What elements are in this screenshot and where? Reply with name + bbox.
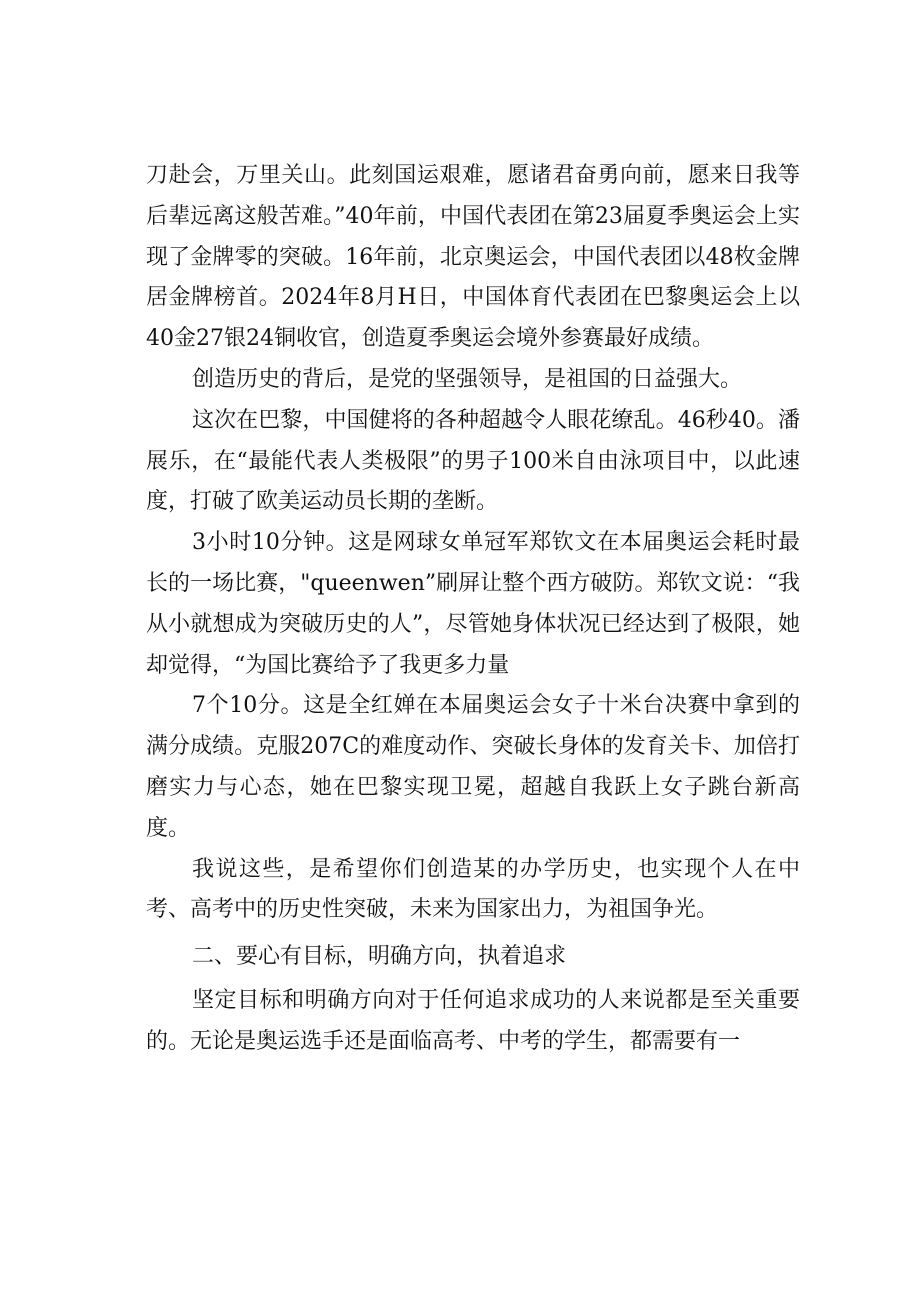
paragraph-zheng-qinwen: 3小时10分钟。这是网球女单冠军郑钦文在本届奥运会耗时最长的一场比赛，"queenwen”刷屏让整个西方破防。郑钦文说：“我从小就想成为突破历史的人”，尽管她身体状况已经达到了极限，她却觉得，“为国比赛给予了我更多力量: [146, 530, 800, 678]
paragraph-continuation: 刀赴会，万里关山。此刻国运艰难，愿诸君奋勇向前，愿来日我等后辈远离这般苦难。”40年前，中国代表团在第23届夏季奥运会上实现了金牌零的突破。16年前，北京奥运会，中国代表团以48枚金牌居金牌榜首。2024年8月H日，中国体育代表团在巴黎奥运会上以40金27银24铜收官，创造夏季奥运会境外参赛最好成绩。: [146, 163, 800, 352]
section-heading: 二、要心有目标，明确方向，执着追求: [192, 944, 567, 970]
paragraph-pan-zhanle: 这次在巴黎，中国健将的各种超越令人眼花缭乱。46秒40。潘展乐，在“最能代表人类极限”的男子100米自由泳项目中，以此速度，打破了欧美运动员长期的垄断。: [146, 407, 800, 515]
document-body: [146, 156, 800, 1063]
paragraph-quan-hongchan: 7个10分。这是全红婵在本届奥运会女子十米台决赛中拿到的满分成绩。克服207C的难度动作、突破长身体的发育关卡、加倍打磨实力与心态，她在巴黎实现卫冕，超越自我跃上女子跳台新高度。: [146, 693, 800, 841]
paragraph-hope: 我说这些，是希望你们创造某的办学历史，也实现个人在中考、高考中的历史性突破，未来为国家出力，为祖国争光。: [146, 856, 800, 923]
paragraph-party-leadership: 创造历史的背后，是党的坚强领导，是祖国的日益强大。: [192, 366, 743, 392]
paragraph-goals: 坚定目标和明确方向对于任何追求成功的人来说都是至关重要的。无论是奥运选手还是面临高考、中考的学生，都需要有一: [146, 988, 800, 1054]
